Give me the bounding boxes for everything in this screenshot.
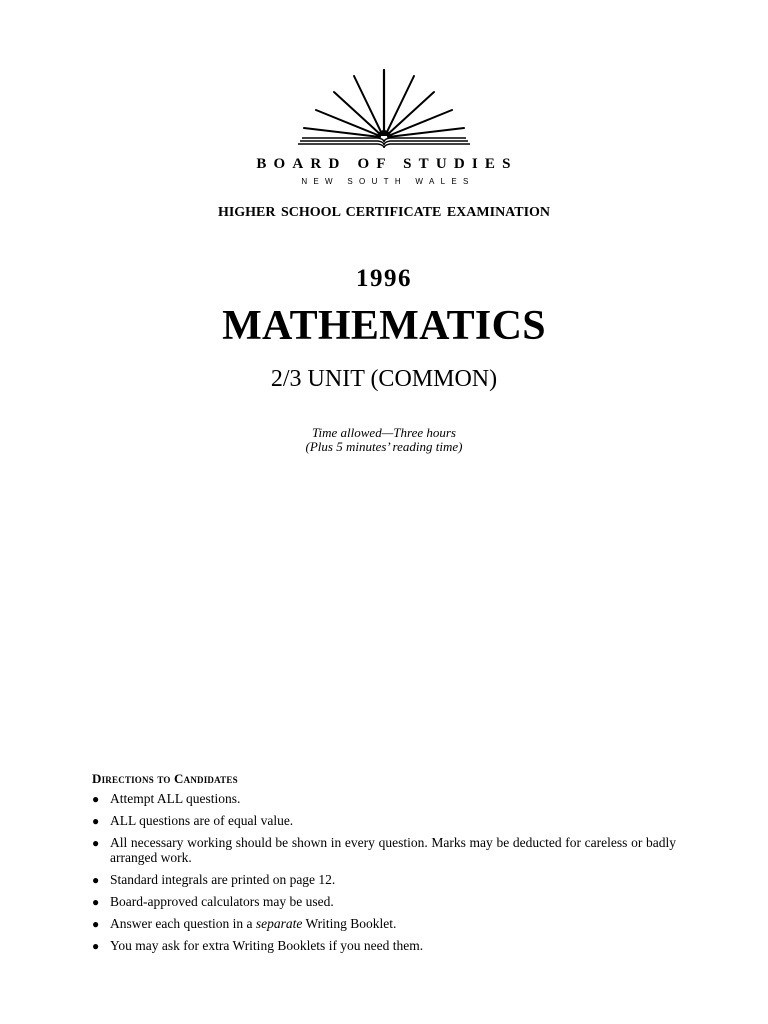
bullet-icon: ●: [92, 792, 100, 806]
direction-text: All necessary working should be shown in every question. Marks may be deducted for careless or badly arranged work.: [110, 835, 676, 865]
direction-text-pre: Answer each question in a: [110, 915, 256, 931]
time-allowed: Time allowed—Three hours: [312, 425, 456, 440]
list-item: [92, 917, 676, 932]
bullet-icon: ●: [92, 872, 100, 887]
exam-heading: HIGHER SCHOOL CERTIFICATE EXAMINATION: [217, 205, 551, 220]
list-item: [92, 939, 676, 954]
bullet-icon: ●: [92, 836, 100, 850]
bullet-icon: ●: [92, 916, 100, 931]
subject-title: MATHEMATICS: [222, 303, 546, 349]
directions-title: Directions to Candidates: [92, 771, 238, 786]
bullet-icon: ●: [92, 894, 100, 909]
unit-title: 2/3 UNIT (COMMON): [270, 366, 498, 392]
org-name: BOARD OF STUDIES: [256, 156, 518, 172]
direction-text: Standard integrals are printed on page 12.: [110, 871, 336, 887]
direction-text: Attempt ALL questions.: [110, 791, 241, 806]
list-item: [92, 814, 676, 829]
bullet-icon: ●: [92, 938, 100, 953]
direction-text-emphasis: separate: [255, 915, 303, 931]
direction-text: You may ask for extra Writing Booklets if you need them.: [110, 937, 424, 953]
direction-text: Board-approved calculators may be used.: [110, 893, 334, 909]
bullet-icon: ●: [92, 814, 100, 828]
list-item: [92, 873, 676, 888]
time-allowed-block: [0, 426, 768, 454]
org-subtitle: NEW SOUTH WALES: [301, 177, 475, 186]
exam-year: 1996: [356, 265, 412, 292]
list-item: [92, 792, 676, 807]
list-item: [92, 895, 676, 910]
sunburst-book-logo-icon: [296, 66, 472, 150]
direction-text: ALL questions are of equal value.: [110, 813, 294, 828]
list-item: [92, 836, 676, 865]
direction-text-post: Writing Booklet.: [302, 915, 397, 931]
reading-time: (Plus 5 minutes’ reading time): [305, 439, 463, 454]
directions-list: [92, 792, 676, 961]
